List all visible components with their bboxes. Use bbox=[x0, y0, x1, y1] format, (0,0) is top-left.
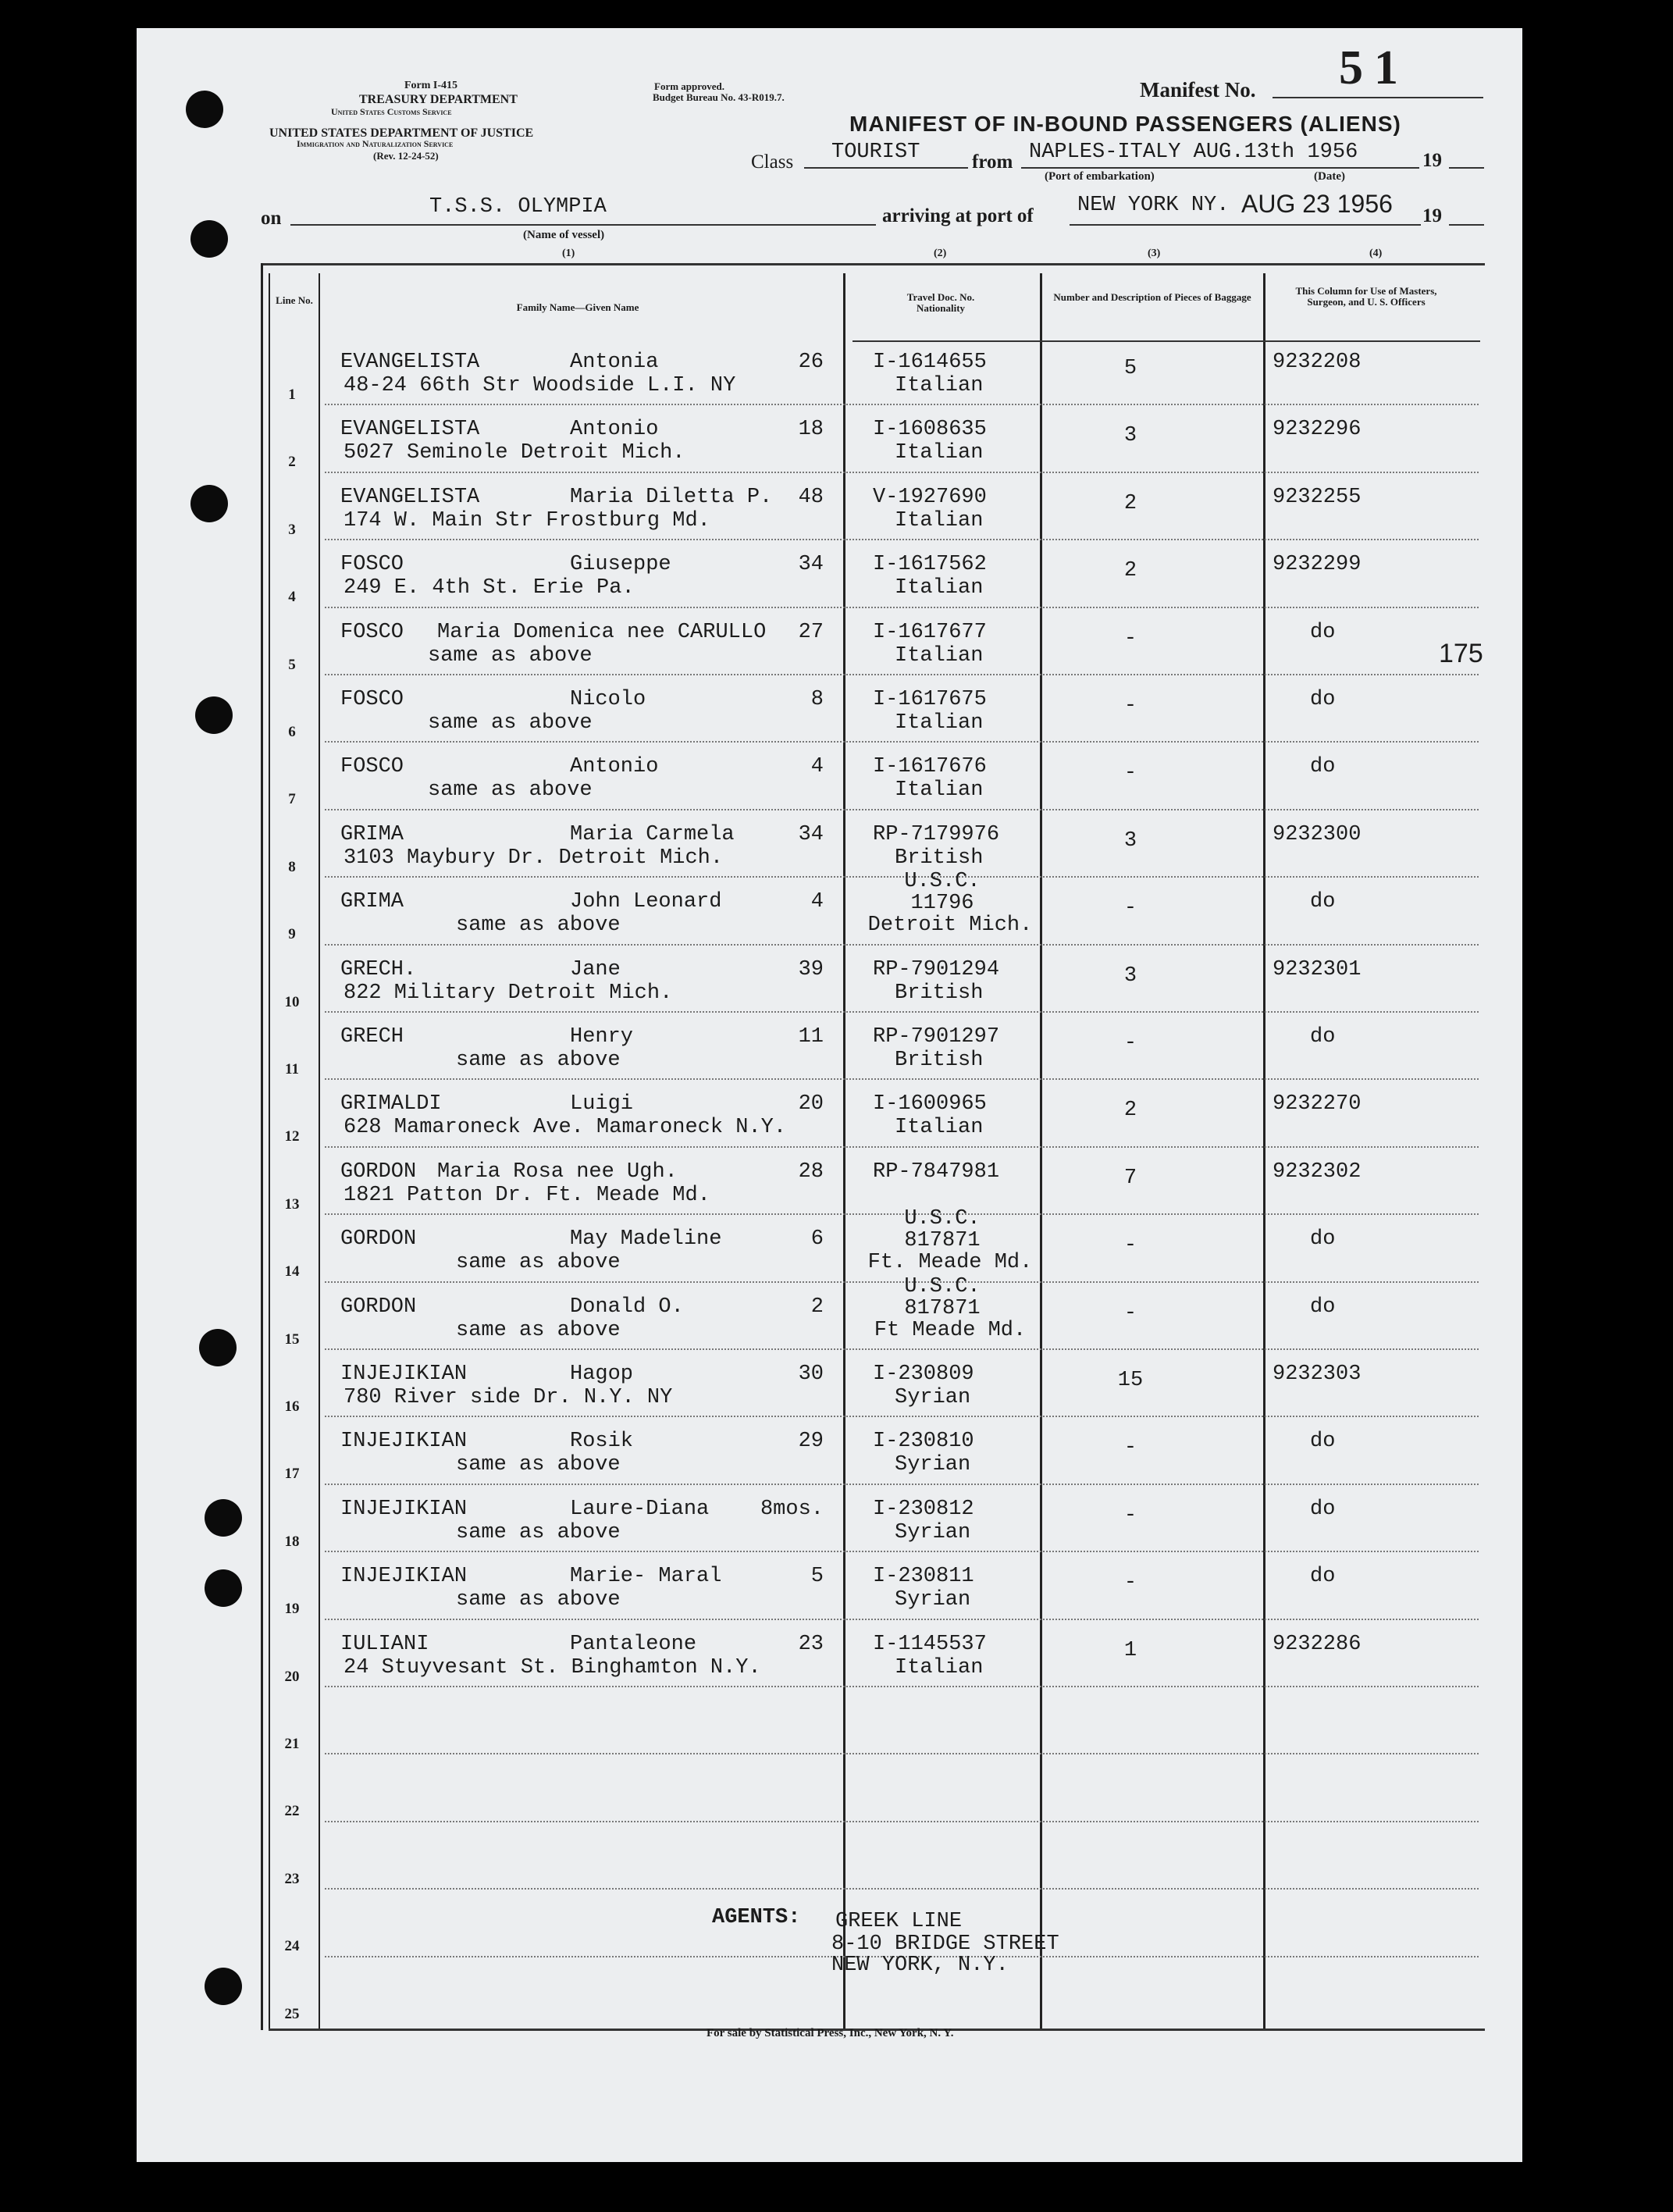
nationality: Italian bbox=[895, 576, 984, 600]
family-name: GORDON bbox=[340, 1295, 417, 1319]
officer-entry: 9232301 bbox=[1273, 957, 1362, 981]
agents-label: AGENTS: bbox=[712, 1906, 801, 1929]
address: 3103 Maybury Dr. Detroit Mich. bbox=[343, 846, 724, 870]
from-label: from bbox=[972, 151, 1013, 173]
nationality: Syrian bbox=[895, 1386, 971, 1409]
binder-hole bbox=[190, 220, 228, 258]
row-divider bbox=[325, 1416, 1479, 1417]
row-divider bbox=[325, 674, 1479, 675]
budget-bureau: Budget Bureau No. 43-R019.7. bbox=[653, 91, 785, 103]
binder-hole bbox=[205, 1499, 242, 1537]
baggage-count: 3 bbox=[1123, 828, 1137, 853]
baggage-count: - bbox=[1123, 1301, 1137, 1325]
age: 18 bbox=[798, 418, 824, 442]
nationality: Italian bbox=[895, 778, 984, 803]
family-name: IULIANI bbox=[340, 1632, 429, 1656]
family-name: INJEJIKIAN bbox=[340, 1565, 468, 1589]
family-name: INJEJIKIAN bbox=[340, 1497, 468, 1521]
doc-prefix: U.S.C. bbox=[904, 1274, 981, 1298]
baggage-count: 2 bbox=[1123, 559, 1137, 583]
travel-doc-number: RP-7847981 bbox=[873, 1159, 1000, 1184]
officer-entry: 9232270 bbox=[1273, 1092, 1362, 1117]
line-number: 5 bbox=[288, 656, 296, 673]
line-number: 21 bbox=[284, 1736, 300, 1752]
address: same as above bbox=[428, 778, 593, 803]
baggage-count: - bbox=[1123, 896, 1137, 921]
revision: (Rev. 12-24-52) bbox=[373, 150, 439, 162]
row-divider bbox=[325, 472, 1479, 473]
year-19-b: 19 bbox=[1422, 205, 1442, 226]
nationality: British bbox=[895, 1049, 984, 1072]
department-of-justice: UNITED STATES DEPARTMENT OF JUSTICE bbox=[269, 126, 534, 140]
travel-doc-number: I-1145537 bbox=[873, 1632, 987, 1656]
col-1-label: (1) bbox=[562, 248, 575, 259]
travel-doc-number: RP-7901297 bbox=[873, 1025, 1000, 1049]
family-name: FOSCO bbox=[340, 755, 404, 779]
travel-doc-number: I-230811 bbox=[873, 1565, 974, 1589]
nationality: Syrian bbox=[895, 1520, 971, 1544]
customs-service: United States Customs Service bbox=[331, 106, 452, 117]
line-number: 25 bbox=[284, 2005, 300, 2022]
agents-line3: NEW YORK, N.Y. bbox=[831, 1954, 1009, 1977]
col-2-label: (2) bbox=[934, 248, 947, 259]
nationality: Syrian bbox=[895, 1453, 971, 1477]
printer-footer: For sale by Statistical Press, Inc., New York, N. Y. bbox=[707, 2027, 954, 2039]
given-name: Antonio bbox=[570, 755, 659, 779]
travel-doc-number: 817871 bbox=[904, 1296, 981, 1320]
family-name: EVANGELISTA bbox=[340, 418, 480, 442]
col-4-label: (4) bbox=[1369, 248, 1383, 259]
nationality: Detroit Mich. bbox=[867, 914, 1033, 938]
line-number: 6 bbox=[288, 724, 296, 740]
embarkation: NAPLES-ITALY AUG.13th 1956 bbox=[1029, 141, 1358, 164]
year-19-a: 19 bbox=[1422, 150, 1442, 171]
header-officers: This Column for Use of Masters, Surgeon, and U. S. Officers bbox=[1295, 285, 1437, 308]
row-divider bbox=[325, 1551, 1479, 1552]
officer-entry: do bbox=[1310, 620, 1336, 644]
binder-hole bbox=[199, 1329, 237, 1366]
officer-entry: 9232255 bbox=[1273, 485, 1362, 509]
family-name: GORDON bbox=[340, 1159, 417, 1184]
travel-doc-number: I-1600965 bbox=[873, 1092, 987, 1117]
age: 2 bbox=[810, 1295, 824, 1319]
baggage-count: 5 bbox=[1123, 357, 1137, 380]
line-number: 15 bbox=[284, 1330, 300, 1348]
row-divider bbox=[325, 741, 1479, 743]
nationality: British bbox=[895, 981, 984, 1005]
age: 48 bbox=[798, 485, 824, 509]
nationality: Italian bbox=[895, 1116, 984, 1140]
officer-entry: 9232296 bbox=[1273, 418, 1362, 442]
family-name: GRIMA bbox=[340, 890, 404, 914]
binder-hole bbox=[205, 1569, 242, 1607]
age: 34 bbox=[798, 553, 824, 577]
travel-doc-number: I-230812 bbox=[873, 1497, 974, 1521]
travel-doc-number: I-230809 bbox=[873, 1362, 974, 1386]
officer-entry: do bbox=[1310, 1025, 1336, 1049]
family-name: FOSCO bbox=[340, 620, 404, 644]
binder-hole bbox=[205, 1968, 242, 2005]
given-name: Luigi bbox=[570, 1092, 634, 1117]
line-number: 7 bbox=[288, 791, 296, 808]
address: 48-24 66th Str Woodside L.I. NY bbox=[343, 374, 736, 397]
binder-hole bbox=[186, 91, 223, 128]
doc-prefix: U.S.C. bbox=[904, 1207, 981, 1231]
age: 28 bbox=[798, 1159, 824, 1184]
address: 1821 Patton Dr. Ft. Meade Md. bbox=[343, 1183, 710, 1207]
line-number: 4 bbox=[288, 589, 296, 606]
age: 6 bbox=[810, 1227, 824, 1252]
address: 822 Military Detroit Mich. bbox=[343, 981, 673, 1005]
baggage-count: - bbox=[1123, 1436, 1137, 1460]
officer-entry: 9232303 bbox=[1273, 1362, 1362, 1386]
given-name: Jane bbox=[570, 957, 621, 981]
line-number: 13 bbox=[284, 1195, 300, 1213]
row-divider bbox=[325, 1484, 1479, 1485]
family-name: GRIMALDI bbox=[340, 1092, 442, 1117]
age: 4 bbox=[810, 755, 824, 779]
travel-doc-number: RP-7179976 bbox=[873, 822, 1000, 846]
travel-doc-number: 817871 bbox=[904, 1229, 981, 1253]
officer-entry: do bbox=[1310, 1497, 1336, 1521]
officer-entry: do bbox=[1310, 1295, 1336, 1319]
travel-doc-number: I-1617677 bbox=[873, 620, 987, 644]
baggage-count: 3 bbox=[1123, 964, 1137, 988]
form-approved: Form approved. bbox=[654, 80, 725, 92]
binder-hole bbox=[195, 696, 233, 734]
agents-line1: GREEK LINE bbox=[835, 1910, 963, 1933]
line-number: 14 bbox=[284, 1263, 300, 1281]
line-number: 24 bbox=[284, 1938, 300, 1955]
arriving-label: arriving at port of bbox=[882, 205, 1034, 226]
address: 174 W. Main Str Frostburg Md. bbox=[343, 508, 710, 533]
baggage-count: 2 bbox=[1123, 1099, 1137, 1123]
given-name: John Leonard bbox=[570, 890, 722, 914]
age: 29 bbox=[798, 1430, 824, 1454]
travel-doc-number: I-1614655 bbox=[873, 351, 987, 374]
address: 628 Mamaroneck Ave. Mamaroneck N.Y. bbox=[343, 1116, 787, 1140]
given-name: Hagop bbox=[570, 1362, 634, 1386]
baggage-count: 3 bbox=[1123, 424, 1137, 448]
given-name: May Madeline bbox=[570, 1227, 722, 1252]
officer-entry: do bbox=[1310, 688, 1336, 711]
line-number: 3 bbox=[288, 521, 296, 538]
given-name: Maria Rosa nee Ugh. bbox=[437, 1159, 678, 1184]
travel-doc-number: I-1617562 bbox=[873, 553, 987, 577]
on-label: on bbox=[261, 208, 282, 229]
ins-service: Immigration and Naturalization Service bbox=[297, 138, 454, 149]
address: same as above bbox=[456, 914, 621, 938]
baggage-count: - bbox=[1123, 1234, 1137, 1258]
age: 20 bbox=[798, 1092, 824, 1117]
doc-prefix: U.S.C. bbox=[904, 870, 981, 894]
binder-hole bbox=[190, 485, 228, 522]
manifest-no-label: Manifest No. bbox=[1140, 78, 1256, 102]
family-name: INJEJIKIAN bbox=[340, 1362, 468, 1386]
line-number: 1 bbox=[288, 386, 296, 403]
vessel-name: T.S.S. OLYMPIA bbox=[429, 195, 607, 219]
officer-entry: 9232208 bbox=[1273, 351, 1362, 374]
travel-doc-number: RP-7901294 bbox=[873, 957, 1000, 981]
class-label: Class bbox=[751, 151, 794, 173]
row-divider bbox=[325, 944, 1479, 946]
baggage-count: 1 bbox=[1123, 1638, 1137, 1662]
col-3-label: (3) bbox=[1148, 248, 1161, 259]
header-baggage: Number and Description of Pieces of Baggage bbox=[1053, 291, 1251, 303]
line-number: 8 bbox=[288, 858, 296, 875]
baggage-count: 7 bbox=[1123, 1166, 1137, 1190]
line-number: 19 bbox=[284, 1601, 300, 1618]
line-number: 18 bbox=[284, 1533, 300, 1550]
travel-doc-number: I-1617675 bbox=[873, 688, 987, 711]
treasury-department: TREASURY DEPARTMENT bbox=[359, 93, 518, 106]
line-number: 2 bbox=[288, 454, 296, 471]
officer-entry: do bbox=[1310, 1430, 1336, 1454]
age: 11 bbox=[798, 1025, 824, 1049]
row-divider bbox=[325, 607, 1479, 608]
row-divider bbox=[325, 1011, 1479, 1013]
baggage-count: - bbox=[1123, 761, 1137, 785]
line-number: 23 bbox=[284, 1870, 300, 1887]
age: 23 bbox=[798, 1632, 824, 1656]
given-name: Maria Domenica nee CARULLO bbox=[437, 620, 767, 644]
nationality: Italian bbox=[895, 1655, 984, 1679]
row-divider bbox=[325, 1686, 1479, 1687]
family-name: GRIMA bbox=[340, 822, 404, 846]
arrival-date-stamp: AUG 23 1956 bbox=[1241, 190, 1393, 218]
manifest-title: MANIFEST OF IN-BOUND PASSENGERS (ALIENS) bbox=[849, 112, 1401, 136]
officer-entry: 9232299 bbox=[1273, 553, 1362, 577]
baggage-count: - bbox=[1123, 626, 1137, 650]
line-number: 20 bbox=[284, 1668, 300, 1685]
baggage-count: - bbox=[1123, 1031, 1137, 1055]
officer-entry: 9232286 bbox=[1273, 1632, 1362, 1656]
address: same as above bbox=[428, 711, 593, 735]
given-name: Nicolo bbox=[570, 688, 646, 711]
line-number: 9 bbox=[288, 926, 296, 943]
family-name: GRECH. bbox=[340, 957, 417, 981]
age: 34 bbox=[798, 822, 824, 846]
header-travel-doc: Travel Doc. No. Nationality bbox=[906, 291, 975, 314]
address: 249 E. 4th St. Erie Pa. bbox=[343, 576, 635, 600]
row-divider bbox=[325, 1146, 1479, 1148]
officer-entry: 9232300 bbox=[1273, 822, 1362, 846]
travel-doc-number: I-230810 bbox=[873, 1430, 974, 1454]
address: same as above bbox=[456, 1453, 621, 1477]
address: 780 River side Dr. N.Y. NY bbox=[343, 1386, 673, 1409]
family-name: FOSCO bbox=[340, 553, 404, 577]
manifest-number: 51 bbox=[1339, 41, 1409, 94]
nationality: Italian bbox=[895, 508, 984, 533]
given-name: Laure-Diana bbox=[570, 1497, 710, 1521]
row-divider bbox=[325, 1821, 1479, 1822]
officer-entry: do bbox=[1310, 755, 1336, 779]
travel-doc-number: I-1608635 bbox=[873, 418, 987, 442]
nationality: Ft. Meade Md. bbox=[867, 1251, 1033, 1275]
baggage-count: - bbox=[1123, 1503, 1137, 1527]
address: same as above bbox=[456, 1049, 621, 1072]
age: 26 bbox=[798, 351, 824, 374]
arrival-port: NEW YORK NY. bbox=[1077, 194, 1230, 217]
given-name: Maria Diletta P. bbox=[570, 485, 773, 509]
nationality: Syrian bbox=[895, 1588, 971, 1612]
line-number: 16 bbox=[284, 1398, 300, 1415]
date-caption: (Date) bbox=[1314, 170, 1345, 183]
given-name: Giuseppe bbox=[570, 553, 671, 577]
port-caption: (Port of embarkation) bbox=[1045, 170, 1155, 183]
agents-line2: 8-10 BRIDGE STREET bbox=[831, 1932, 1059, 1956]
row-divider bbox=[325, 404, 1479, 405]
margin-note: 175 bbox=[1439, 639, 1483, 668]
family-name: INJEJIKIAN bbox=[340, 1430, 468, 1454]
given-name: Maria Carmela bbox=[570, 822, 735, 846]
nationality: Italian bbox=[895, 643, 984, 668]
travel-doc-number: 11796 bbox=[910, 892, 974, 916]
age: 5 bbox=[810, 1565, 824, 1589]
address: 5027 Seminole Detroit Mich. bbox=[343, 441, 685, 465]
address: same as above bbox=[456, 1318, 621, 1342]
line-number: 11 bbox=[285, 1061, 299, 1078]
given-name: Henry bbox=[570, 1025, 634, 1049]
nationality: Italian bbox=[895, 374, 984, 397]
age: 39 bbox=[798, 957, 824, 981]
class-value: TOURIST bbox=[831, 141, 920, 164]
row-divider bbox=[325, 1753, 1479, 1754]
address: same as above bbox=[456, 1251, 621, 1275]
family-name: EVANGELISTA bbox=[340, 351, 480, 374]
line-number: 12 bbox=[284, 1128, 300, 1145]
row-divider bbox=[325, 1888, 1479, 1890]
form-number: Form I-415 bbox=[404, 80, 458, 91]
officer-entry: do bbox=[1310, 1227, 1336, 1252]
age: 27 bbox=[798, 620, 824, 644]
age: 8mos. bbox=[760, 1497, 824, 1521]
line-number: 10 bbox=[284, 993, 300, 1010]
baggage-count: 15 bbox=[1117, 1369, 1144, 1392]
age: 4 bbox=[810, 890, 824, 914]
travel-doc-number: I-1617676 bbox=[873, 755, 987, 779]
baggage-count: - bbox=[1123, 694, 1137, 718]
row-divider bbox=[325, 809, 1479, 810]
header-line-no: Line No. bbox=[276, 294, 313, 306]
line-number: 22 bbox=[284, 1803, 300, 1820]
nationality: Italian bbox=[895, 441, 984, 465]
given-name: Antonia bbox=[570, 351, 659, 374]
nationality: Ft Meade Md. bbox=[874, 1318, 1027, 1342]
family-name: EVANGELISTA bbox=[340, 485, 480, 509]
row-divider bbox=[325, 1078, 1479, 1080]
nationality: British bbox=[895, 846, 984, 870]
family-name: GORDON bbox=[340, 1227, 417, 1252]
officer-entry: 9232302 bbox=[1273, 1159, 1362, 1184]
given-name: Antonio bbox=[570, 418, 659, 442]
given-name: Marie- Maral bbox=[570, 1565, 722, 1589]
officer-entry: do bbox=[1310, 1565, 1336, 1589]
address: same as above bbox=[428, 643, 593, 668]
family-name: GRECH bbox=[340, 1025, 404, 1049]
family-name: FOSCO bbox=[340, 688, 404, 711]
travel-doc-number: V-1927690 bbox=[873, 485, 987, 509]
row-divider bbox=[325, 1348, 1479, 1350]
given-name: Rosik bbox=[570, 1430, 634, 1454]
given-name: Pantaleone bbox=[570, 1632, 697, 1656]
age: 30 bbox=[798, 1362, 824, 1386]
address: 24 Stuyvesant St. Binghamton N.Y. bbox=[343, 1655, 761, 1679]
row-divider bbox=[325, 1619, 1479, 1620]
nationality: Italian bbox=[895, 711, 984, 735]
line-number: 17 bbox=[284, 1466, 300, 1483]
given-name: Donald O. bbox=[570, 1295, 684, 1319]
address: same as above bbox=[456, 1520, 621, 1544]
address: same as above bbox=[456, 1588, 621, 1612]
vessel-caption: (Name of vessel) bbox=[523, 229, 605, 241]
row-divider bbox=[325, 539, 1479, 540]
officer-entry: do bbox=[1310, 890, 1336, 914]
baggage-count: - bbox=[1123, 1571, 1137, 1595]
age: 8 bbox=[810, 688, 824, 711]
header-name: Family Name—Given Name bbox=[516, 301, 639, 313]
baggage-count: 2 bbox=[1123, 491, 1137, 515]
